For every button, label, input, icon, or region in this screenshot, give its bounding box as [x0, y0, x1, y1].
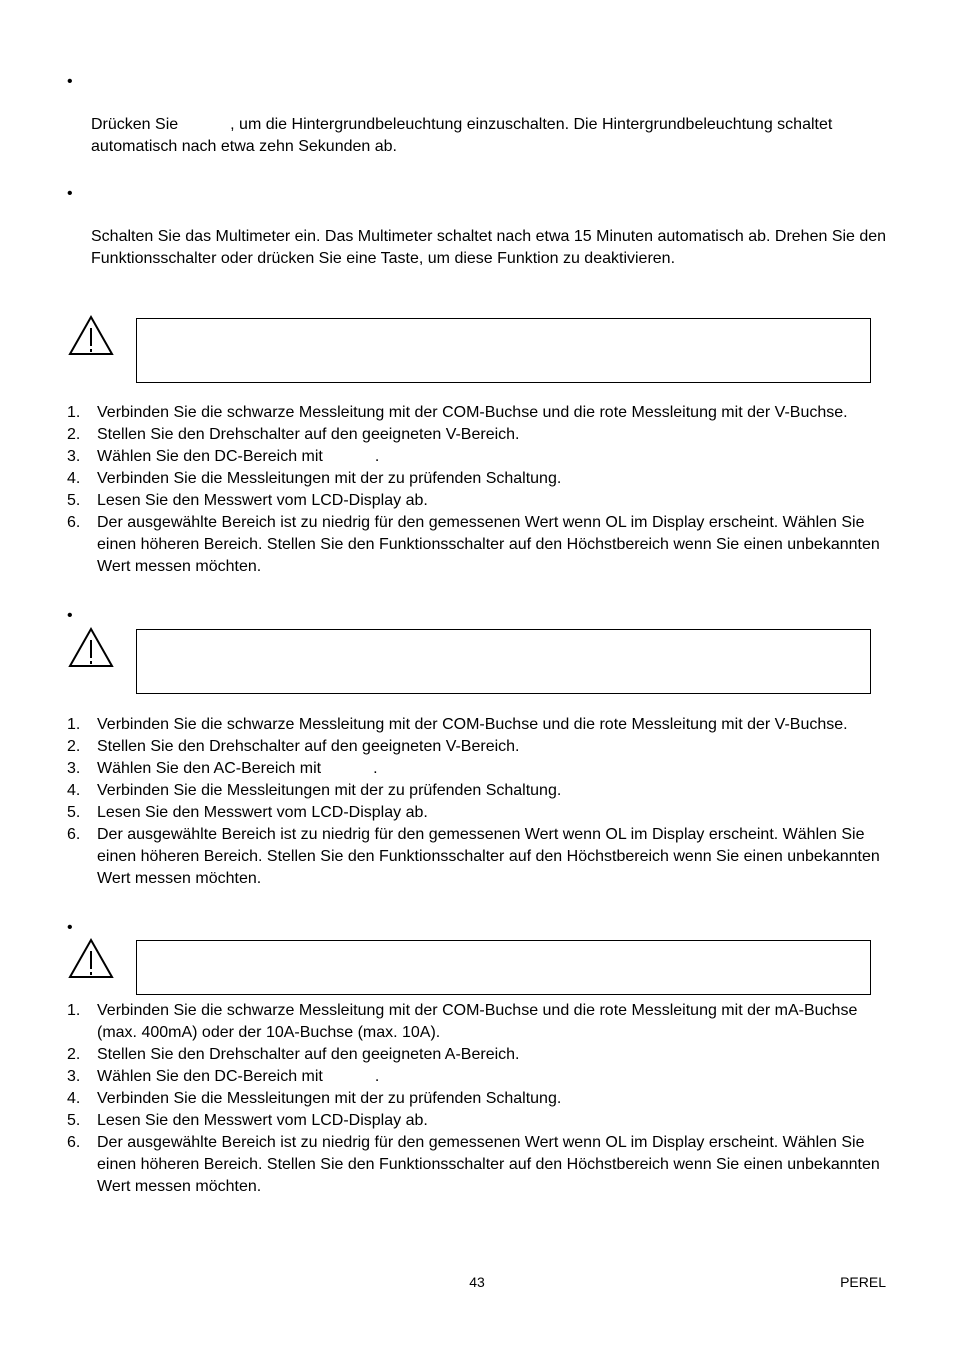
- warning-box-ac-voltage: [136, 629, 871, 694]
- backlight-text-before: Drücken Sie: [91, 116, 179, 133]
- warning-triangle-icon: [68, 626, 114, 668]
- list-item: 1. Verbinden Sie die schwarze Messleitung mit der COM-Buchse und die rote Messleitung mit der mA-Buchse (max. 400mA) oder der 10A-Buchse (max. 10A).: [67, 1002, 858, 1041]
- steps-ac-voltage: [0, 714, 900, 890]
- list-item: 3. Wählen Sie den DC-Bereich mit .: [67, 1068, 380, 1085]
- warning-triangle-icon: [68, 314, 114, 356]
- list-item: 6. Der ausgewählte Bereich ist zu niedrig für den gemessenen Wert wenn OL im Display erscheint. Wählen Sie einen höheren Bereich. Stellen Sie den Funktionsschalter auf den Höchstbereich wenn Sie einen unbekannten Wert messen möchten.: [67, 826, 880, 887]
- auto-power-off-paragraph: Schalten Sie das Multimeter ein. Das Multimeter schaltet nach etwa 15 Minuten automatisch ab. Drehen Sie den Funktionsschalter oder drücken Sie eine Taste, um diese Funktion zu deaktivieren.: [91, 228, 887, 267]
- list-item: 6. Der ausgewählte Bereich ist zu niedrig für den gemessenen Wert wenn OL im Display erscheint. Wählen Sie einen höheren Bereich. Stellen Sie den Funktionsschalter auf den Höchstbereich wenn Sie einen unbekannten Wert messen möchten.: [67, 514, 880, 575]
- list-item: 3. Wählen Sie den DC-Bereich mit .: [67, 448, 380, 465]
- warning-triangle-icon: [68, 937, 114, 979]
- list-item: 5. Lesen Sie den Messwert vom LCD-Display ab.: [67, 492, 428, 509]
- bullet-auto-power-off: •: [67, 185, 73, 202]
- page-number: 43: [469, 1274, 485, 1290]
- brand-name: PEREL: [840, 1274, 886, 1290]
- list-item: 5. Lesen Sie den Messwert vom LCD-Display ab.: [67, 804, 428, 821]
- list-item: 1. Verbinden Sie die schwarze Messleitung mit der COM-Buchse und die rote Messleitung mit der V-Buchse.: [67, 716, 848, 733]
- steps-dc-voltage: [0, 402, 900, 578]
- list-item: 2. Stellen Sie den Drehschalter auf den geeigneten V-Bereich.: [67, 738, 520, 755]
- list-item: 4. Verbinden Sie die Messleitungen mit der zu prüfenden Schaltung.: [67, 1090, 562, 1107]
- backlight-paragraph: [91, 114, 891, 158]
- bullet-backlight: •: [67, 73, 73, 90]
- list-item: 1. Verbinden Sie die schwarze Messleitung mit der COM-Buchse und die rote Messleitung mit der V-Buchse.: [67, 404, 848, 421]
- list-item: 2. Stellen Sie den Drehschalter auf den geeigneten V-Bereich.: [67, 426, 520, 443]
- list-item: 6. Der ausgewählte Bereich ist zu niedrig für den gemessenen Wert wenn OL im Display erscheint. Wählen Sie einen höheren Bereich. Stellen Sie den Funktionsschalter auf den Höchstbereich wenn Sie einen unbekannten Wert messen möchten.: [67, 1134, 880, 1195]
- list-item: 4. Verbinden Sie die Messleitungen mit der zu prüfenden Schaltung.: [67, 782, 562, 799]
- warning-box-dc-current: [136, 940, 871, 995]
- backlight-text-after: , um die Hintergrundbeleuchtung einzuschalten. Die Hintergrundbeleuchtung schaltet automatisch nach etwa zehn Sekunden ab.: [91, 116, 833, 155]
- bullet-dc-current: •: [67, 919, 73, 936]
- warning-box-dc-voltage: [136, 318, 871, 383]
- list-item: 4. Verbinden Sie die Messleitungen mit der zu prüfenden Schaltung.: [67, 470, 562, 487]
- list-item: 2. Stellen Sie den Drehschalter auf den geeigneten A-Bereich.: [67, 1046, 520, 1063]
- list-item: 3. Wählen Sie den AC-Bereich mit .: [67, 760, 378, 777]
- list-item: 5. Lesen Sie den Messwert vom LCD-Display ab.: [67, 1112, 428, 1129]
- bullet-ac-voltage: •: [67, 607, 73, 624]
- steps-dc-current: [0, 1000, 900, 1198]
